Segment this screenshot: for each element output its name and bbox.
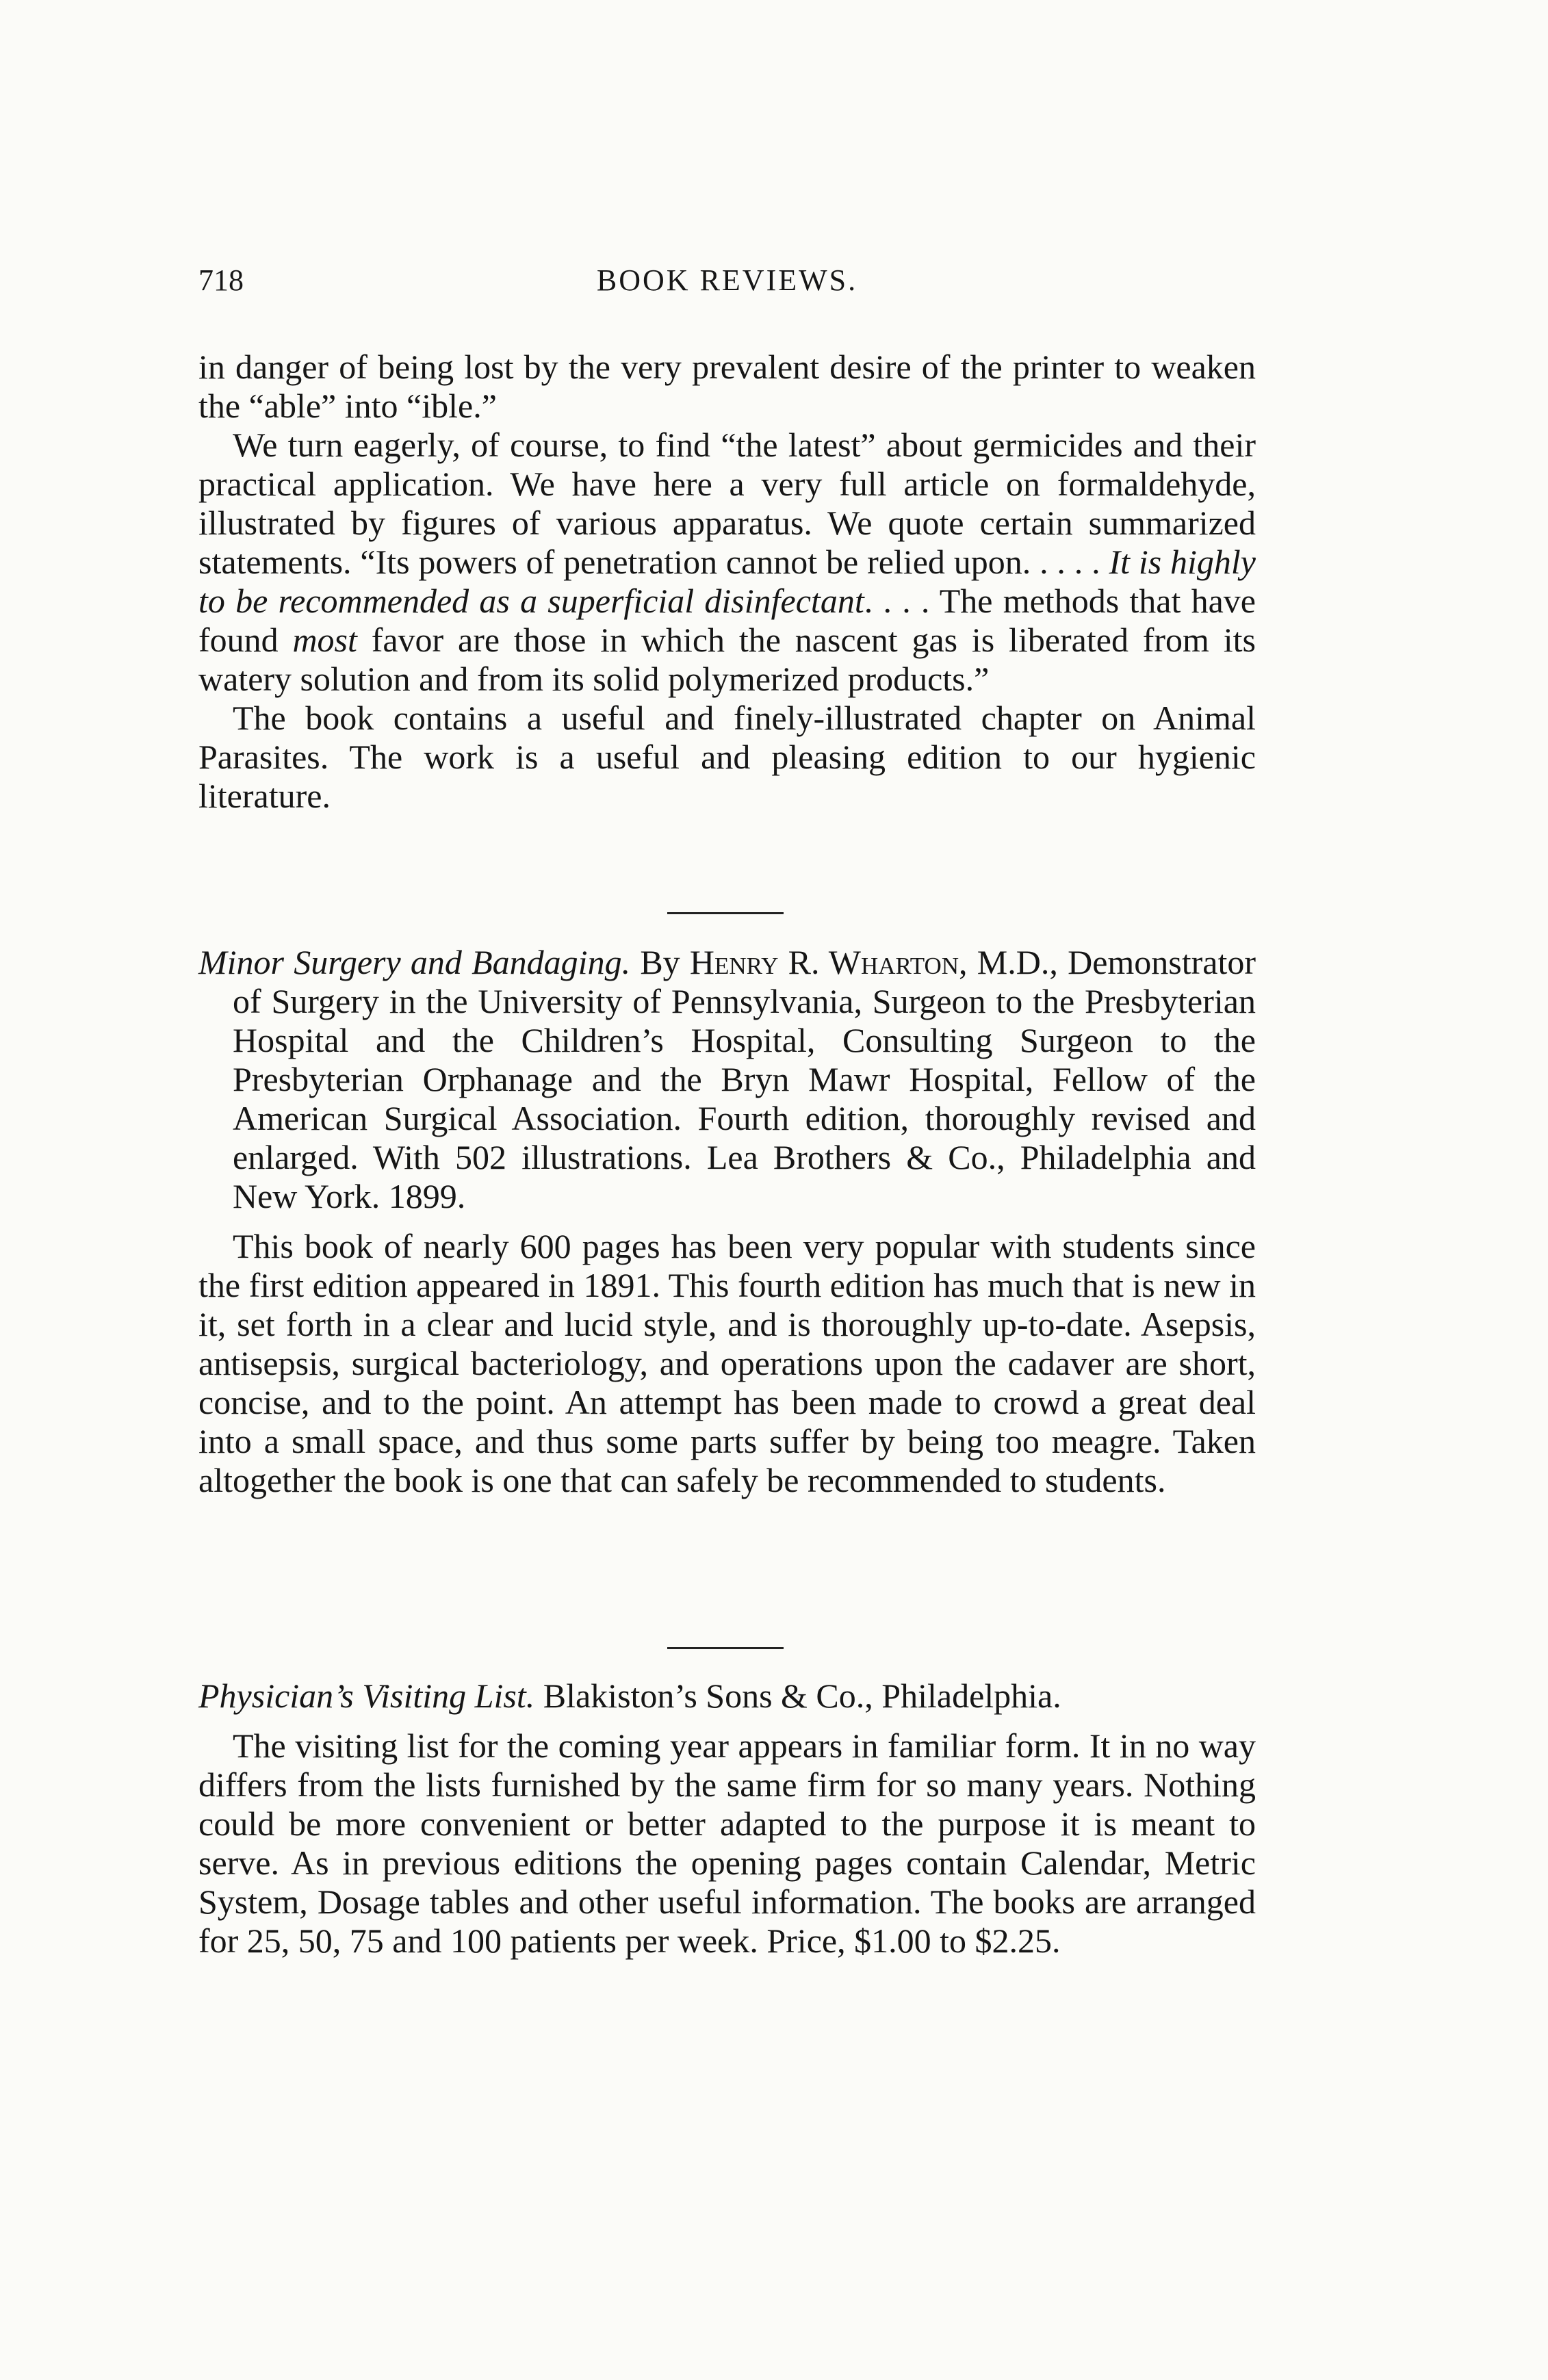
book-title: Physician’s Visiting List. xyxy=(198,1677,535,1715)
book-author: Henry R. Wharton, xyxy=(689,943,968,981)
book-citation: Minor Surgery and Bandaging. By Henry R. Wharton, M.D., Demonstrator of Surgery in the University of Pennsylvania, Surgeon to the Presbyterian Hospital and the Children’s Hospital, Consulting Surgeon to the Presbyterian Orphanage and the Bryn Mawr Hospital, Fellow of the American Surgical Association. Fourth edition, thoroughly revised and enlarged. With 502 illustrations. Lea Brothers & Co., Philadelphia and New York. 1899. xyxy=(198,943,1256,1215)
section-divider xyxy=(667,912,784,914)
review-continuation xyxy=(198,348,1256,816)
continued-paragraph: in danger of being lost by the very prevalent desire of the printer to weaken the “able” into “ible.” xyxy=(198,348,1256,425)
book-citation: Physician’s Visiting List. Blakiston’s Sons & Co., Philadelphia. xyxy=(198,1677,1061,1715)
review-visiting-list xyxy=(198,1677,1256,1961)
germicides-paragraph: We turn eagerly, of course, to find “the latest” about germicides and their practical application. We have here a very full article on formaldehyde, illustrated by figures of various apparatus. We quote certain summarized statements. “Its powers of penetration cannot be relied upon. . . . . It is highly to be recommended as a superficial disinfectant. . . . The methods that have found most favor are those in which the nascent gas is liberated from its watery solution and from its solid polymerized products.” xyxy=(198,426,1256,698)
book-title: Minor Surgery and Bandaging. xyxy=(198,943,631,981)
page-number: 718 xyxy=(198,263,244,297)
section-divider xyxy=(667,1647,784,1649)
running-head: BOOK REVIEWS. xyxy=(596,263,858,297)
review-minor-surgery xyxy=(198,943,1256,1500)
review-body: The visiting list for the coming year appears in familiar form. It in no way differs from the lists furnished by the same firm for so many years. Nothing could be more convenient or better adapted to the purpose it is meant to serve. As in previous editions the opening pages contain Calendar, Metric System, Dosage tables and other useful information. The books are arranged for 25, 50, 75 and 100 patients per week. Price, $1.00 to $2.25. xyxy=(198,1726,1256,1960)
closing-paragraph: The book contains a useful and finely-illustrated chapter on Animal Parasites. The work is a useful and pleasing edition to our hygienic literature. xyxy=(198,699,1256,815)
review-body: This book of nearly 600 pages has been very popular with students since the first edition appeared in 1891. This fourth edition has much that is new in it, set forth in a clear and lucid style, and is thoroughly up-to-date. Asepsis, antisepsis, surgical bacteriology, and operations upon the cadaver are short, concise, and to the point. An attempt has been made to crowd a great deal into a small space, and thus some parts suffer by being too meagre. Taken altogether the book is one that can safely be recommended to students. xyxy=(198,1227,1256,1499)
